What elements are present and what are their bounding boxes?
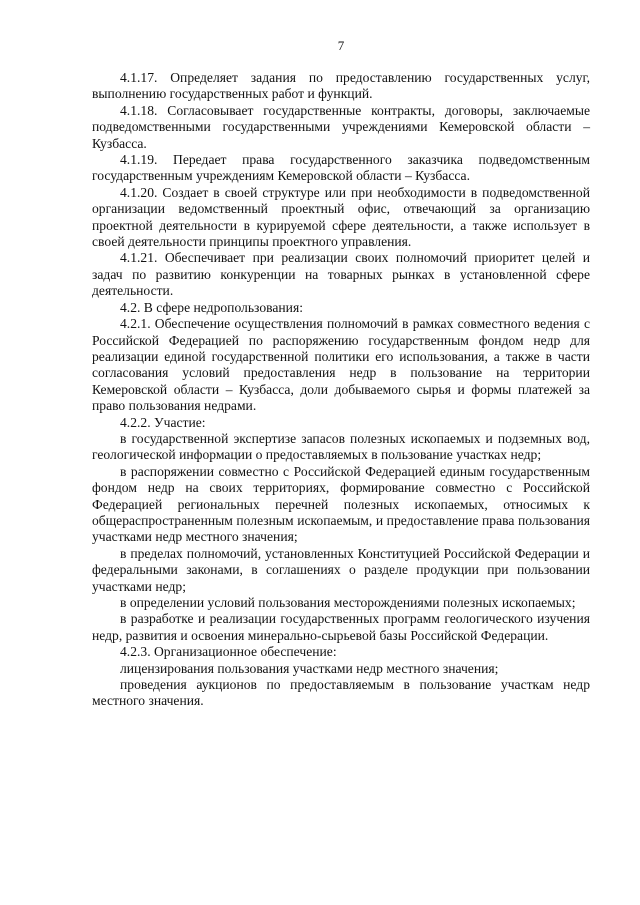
list-item-production-sharing: в пределах полномочий, установленных Конституцией Российской Федерации и федеральными законами, в соглашениях о разделе продукции при пользовании участками недр; [92, 545, 590, 594]
paragraph-4-1-20: 4.1.20. Создает в своей структуре или при необходимости в подведомственной организации ведомственный проектный офис, отвечающий за организацию проектной деятельности в курируемой сфере деятельности, а также использует в своей деятельности принципы проектного управления. [92, 184, 590, 250]
paragraph-4-1-18: 4.1.18. Согласовывает государственные контракты, договоры, заключаемые подведомственными государственными учреждениями Кемеровской области – Кузбасса. [92, 102, 590, 151]
paragraph-4-2-3: 4.2.3. Организационное обеспечение: [120, 644, 337, 660]
list-item-disposal: в распоряжении совместно с Российской Федерацией единым государственным фондом недр на своих территориях, формирование совместно с Российской Федерацией региональных перечней полезных ископаемых, относимых к общераспространенным полезным ископаемым, и предоставление права пользования участками недр местного значения; [92, 463, 590, 545]
list-item-deposit-conditions: в определении условий пользования месторождениями полезных ископаемых; [120, 595, 576, 610]
list-item-auctions: проведения аукционов по предоставляемым в пользование участкам недр местного значения. [92, 677, 590, 709]
page-number: 7 [337, 38, 345, 53]
list-item-expertise: в государственной экспертизе запасов полезных ископаемых и подземных вод, геологической информации о предоставляемых в пользование участках недр; [92, 430, 590, 463]
section-heading-4-2: 4.2. В сфере недропользования: [120, 299, 303, 315]
paragraph-4-1-19: 4.1.19. Передает права государственного заказчика подведомственным государственным учреждениям Кемеровской области – Кузбасса. [92, 152, 590, 184]
list-item-programs: в разработке и реализации государственных программ геологического изучения недр, развития и освоения минерально-сырьевой базы Российской Федерации. [92, 611, 590, 643]
paragraph-4-1-21: 4.1.21. Обеспечивает при реализации своих полномочий приоритет целей и задач по развитию конкуренции на товарных рынках в установленной сфере деятельности. [92, 250, 590, 299]
document-body [92, 70, 590, 710]
paragraph-4-2-1: 4.2.1. Обеспечение осуществления полномочий в рамках совместного ведения с Российской Федерацией по распоряжению государственным фондом недр для реализации единой государственной политики его использования, а также в части согласования условий предоставления недр в пользование на территории Кемеровской области – Кузбасса, доли добываемого сырья и формы платежей за право пользования недрами. [92, 316, 590, 414]
list-item-licensing: лицензирования пользования участками недр местного значения; [120, 660, 499, 676]
paragraph-4-1-17: 4.1.17. Определяет задания по предоставлению государственных услуг, выполнению государственных работ и функций. [92, 70, 590, 102]
paragraph-4-2-2: 4.2.2. Участие: [120, 414, 206, 430]
